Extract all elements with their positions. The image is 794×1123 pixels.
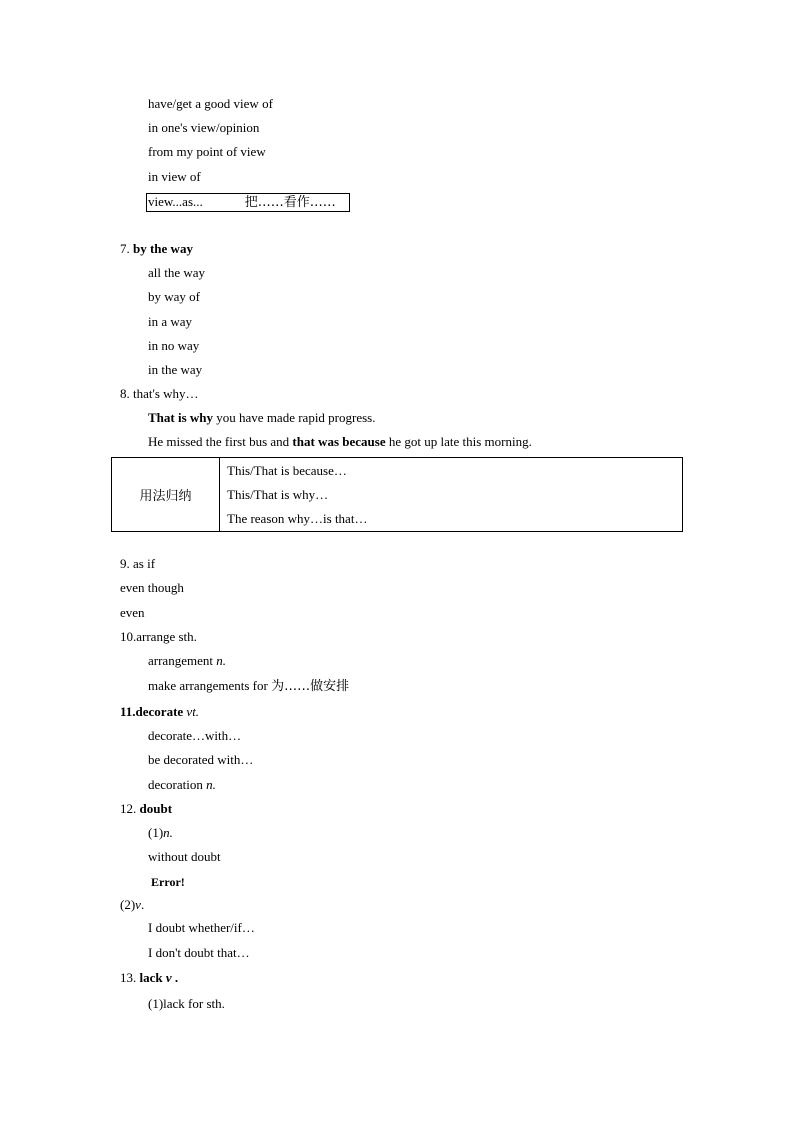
boxed-phrase-cn: 把……看作…… — [244, 195, 336, 210]
usage-label: 用法归纳 — [112, 458, 220, 532]
example-bold: That is why — [148, 410, 214, 425]
phrase-line: in no way — [148, 338, 200, 353]
example-sentence — [148, 434, 532, 450]
word: arrangement — [148, 653, 217, 668]
phrase-line: have/get a good view of — [148, 96, 273, 111]
phrase-line: without doubt — [148, 849, 221, 864]
punctuation: . — [171, 970, 179, 985]
phrase-line: even though — [120, 580, 184, 595]
item-number: 12. — [120, 801, 140, 816]
phrase-line — [148, 678, 349, 695]
part-of-speech: n. — [163, 825, 173, 840]
usage-content — [220, 458, 683, 532]
phrase-line: in view of — [148, 169, 201, 184]
phrase-line: I doubt whether/if… — [148, 920, 255, 935]
phrase-en: make arrangements for — [148, 678, 272, 693]
usage-summary-table — [111, 457, 683, 532]
error-text — [151, 874, 185, 890]
phrase-line: in the way — [148, 362, 203, 377]
item-13-heading — [120, 970, 178, 986]
item-9-heading: 9. as if — [120, 556, 156, 571]
headword: doubt — [139, 801, 173, 816]
part-of-speech: vt. — [183, 704, 200, 719]
phrase-line: even — [120, 605, 145, 620]
phrase-line: in a way — [148, 314, 193, 329]
item-number: 8. — [120, 386, 130, 401]
usage-row: This/That is because… — [227, 462, 347, 478]
phrase-cn: 为……做安排 — [271, 679, 350, 694]
part-of-speech: n. — [206, 777, 216, 792]
punctuation: . — [140, 897, 145, 912]
phrase-line: in one's view/opinion — [148, 120, 260, 135]
example-sentence — [148, 410, 375, 426]
phrase-line: decorate…with… — [148, 728, 242, 743]
phrase-line: all the way — [148, 265, 206, 280]
phrase-line: by way of — [148, 289, 200, 304]
example-post: he got up late this morning. — [385, 434, 532, 449]
part-of-speech: v — [135, 897, 141, 912]
example-bold: that was because — [292, 434, 386, 449]
error-label: Error! — [151, 875, 185, 889]
item-7-heading — [120, 241, 193, 257]
phrase-line: from my point of view — [148, 144, 266, 159]
item-number: 13. — [120, 970, 140, 985]
phrase-line: I don't doubt that… — [148, 945, 250, 960]
item-12-heading — [120, 801, 172, 817]
item-8-heading — [120, 386, 199, 402]
item-10-heading: 10.arrange sth. — [120, 629, 197, 644]
part-of-speech: n. — [216, 653, 226, 668]
phrase-line — [148, 777, 216, 793]
part-of-speech: v — [162, 970, 172, 985]
sense-number: (1) — [148, 825, 164, 840]
sense-line — [148, 825, 173, 841]
word: decoration — [148, 777, 207, 792]
sense-line: (1)lack for sth. — [148, 996, 225, 1011]
usage-row: The reason why…is that… — [227, 510, 368, 526]
example-rest: you have made rapid progress. — [213, 410, 376, 425]
boxed-phrase — [146, 193, 350, 212]
example-pre: He missed the first bus and — [148, 434, 293, 449]
headword: by the way — [133, 241, 193, 256]
headword: 11.decorate — [120, 704, 184, 719]
boxed-phrase-en: view...as... — [148, 194, 203, 209]
phrase-line: be decorated with… — [148, 752, 254, 767]
usage-row: This/That is why… — [227, 486, 329, 502]
item-number: 7. — [120, 241, 130, 256]
item-11-heading — [120, 704, 199, 720]
headword: lack — [139, 970, 163, 985]
headword: that's why… — [133, 386, 199, 401]
sense-line — [120, 897, 144, 913]
phrase-line — [148, 653, 226, 669]
sense-number: (2) — [120, 897, 136, 912]
